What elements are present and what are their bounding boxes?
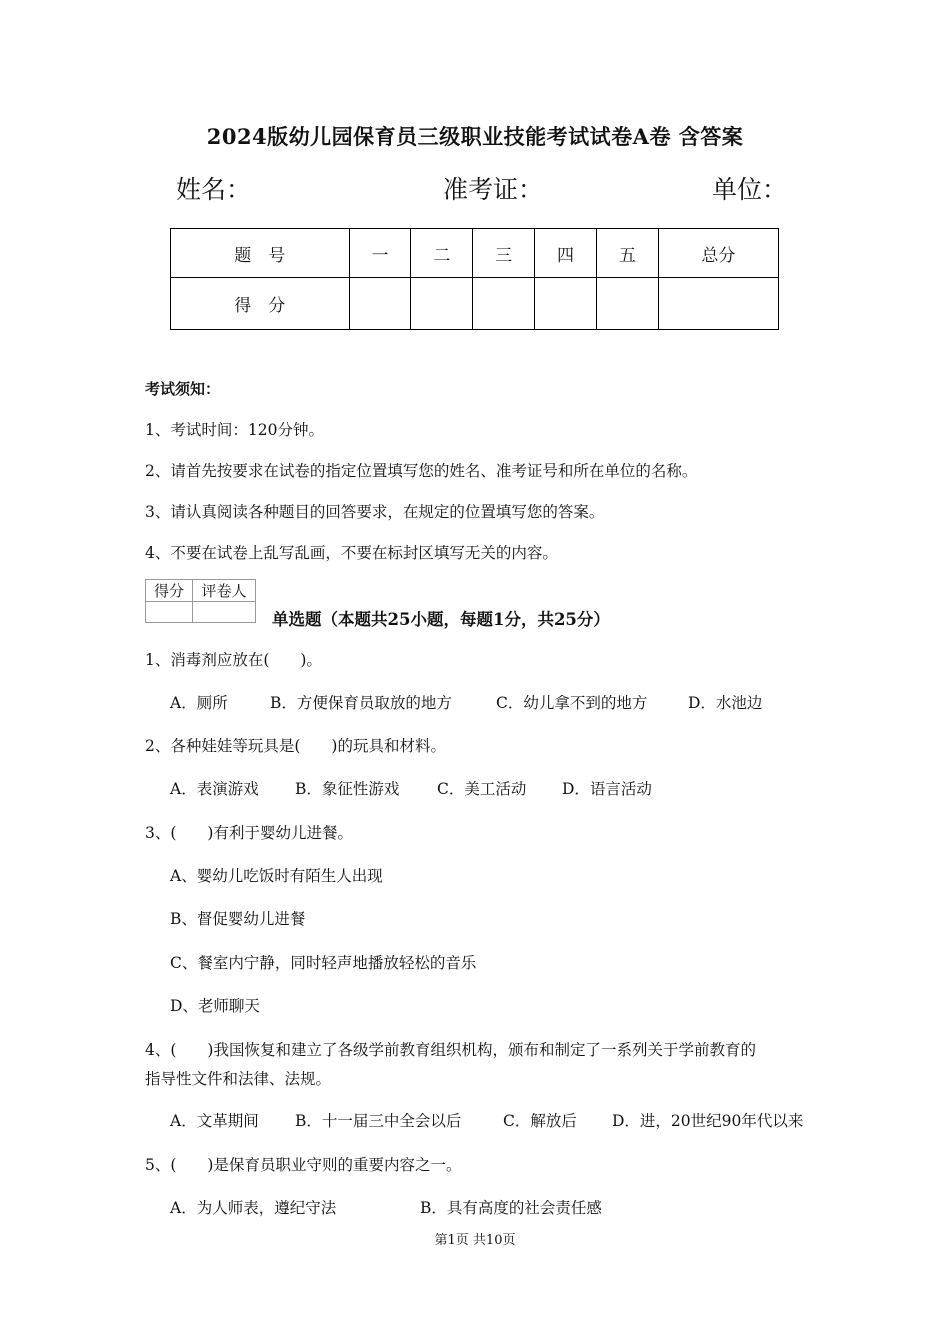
score-table-header-cell: 二 bbox=[411, 229, 473, 278]
question-option: A．厕所 bbox=[170, 694, 228, 712]
score-cell bbox=[411, 278, 473, 330]
question-option: B、督促婴幼儿进餐 bbox=[170, 910, 306, 928]
section-title: 单选题（本题共25小题，每题1分，共25分） bbox=[272, 610, 610, 629]
score-cell bbox=[535, 278, 597, 330]
unit-label: 单位： bbox=[712, 175, 788, 204]
question-option: B．具有高度的社会责任感 bbox=[420, 1199, 602, 1217]
score-table-header-row bbox=[171, 229, 779, 278]
page-title: 2024版幼儿园保育员三级职业技能考试试卷A卷 含答案 bbox=[206, 124, 744, 149]
question-option: D．水池边 bbox=[688, 694, 763, 712]
question-option: D．语言活动 bbox=[562, 780, 652, 798]
exam-id-label: 准考证： bbox=[443, 175, 544, 204]
notice-item: 1、考试时间：120分钟。 bbox=[145, 421, 324, 439]
notice-item: 4、不要在试卷上乱写乱画，不要在标封区填写无关的内容。 bbox=[145, 544, 558, 562]
question-option: A．表演游戏 bbox=[170, 780, 259, 798]
question-option: D、老师聊天 bbox=[170, 997, 260, 1015]
grader-box bbox=[145, 579, 256, 623]
question-option: B．象征性游戏 bbox=[295, 780, 400, 798]
grader-name-cell bbox=[193, 602, 256, 623]
question-stem: 4、( )我国恢复和建立了各级学前教育组织机构，颁布和制定了一系列关于学前教育的 bbox=[145, 1041, 756, 1059]
page-footer: 第1页 共10页 bbox=[434, 1233, 516, 1248]
score-cell bbox=[349, 278, 411, 330]
question-option: C．解放后 bbox=[503, 1112, 577, 1130]
score-table-header-cell: 题 号 bbox=[171, 229, 350, 278]
question-stem-continuation: 指导性文件和法律、法规。 bbox=[145, 1070, 332, 1088]
question-stem: 2、各种娃娃等玩具是( )的玩具和材料。 bbox=[145, 737, 446, 755]
question-option: D．进，20世纪90年代以来 bbox=[612, 1112, 804, 1130]
grader-score-cell bbox=[146, 602, 193, 623]
question-option: C．美工活动 bbox=[437, 780, 527, 798]
question-stem: 5、( )是保育员职业守则的重要内容之一。 bbox=[145, 1156, 462, 1174]
question-option: A．文革期间 bbox=[170, 1112, 259, 1130]
notice-item: 2、请首先按要求在试卷的指定位置填写您的姓名、准考证号和所在单位的名称。 bbox=[145, 462, 698, 480]
score-table-header-cell: 总分 bbox=[658, 229, 778, 278]
score-table-header-cell: 三 bbox=[473, 229, 535, 278]
score-cell bbox=[596, 278, 658, 330]
question-option: C．幼儿拿不到的地方 bbox=[496, 694, 648, 712]
question-stem: 1、消毒剂应放在( )。 bbox=[145, 651, 322, 669]
question-option: A、婴幼儿吃饭时有陌生人出现 bbox=[170, 867, 383, 885]
score-table-header-cell: 一 bbox=[349, 229, 411, 278]
question-option: A．为人师表，遵纪守法 bbox=[170, 1199, 337, 1217]
question-stem: 3、( )有利于婴幼儿进餐。 bbox=[145, 824, 353, 842]
notice-item: 3、请认真阅读各种题目的回答要求，在规定的位置填写您的答案。 bbox=[145, 503, 605, 521]
score-cell bbox=[473, 278, 535, 330]
question-option: B．方便保育员取放的地方 bbox=[270, 694, 452, 712]
score-table-score-row bbox=[171, 278, 779, 330]
score-table-header-cell: 四 bbox=[535, 229, 597, 278]
score-row-label: 得 分 bbox=[171, 278, 350, 330]
score-table-header-cell: 五 bbox=[596, 229, 658, 278]
score-cell bbox=[658, 278, 778, 330]
question-option: C、餐室内宁静，同时轻声地播放轻松的音乐 bbox=[170, 954, 477, 972]
name-label: 姓名： bbox=[176, 175, 252, 204]
score-table bbox=[170, 228, 779, 330]
notice-title: 考试须知： bbox=[145, 380, 221, 398]
grader-name-label: 评卷人 bbox=[193, 580, 256, 602]
grader-score-label: 得分 bbox=[146, 580, 193, 602]
question-option: B．十一届三中全会以后 bbox=[295, 1112, 462, 1130]
